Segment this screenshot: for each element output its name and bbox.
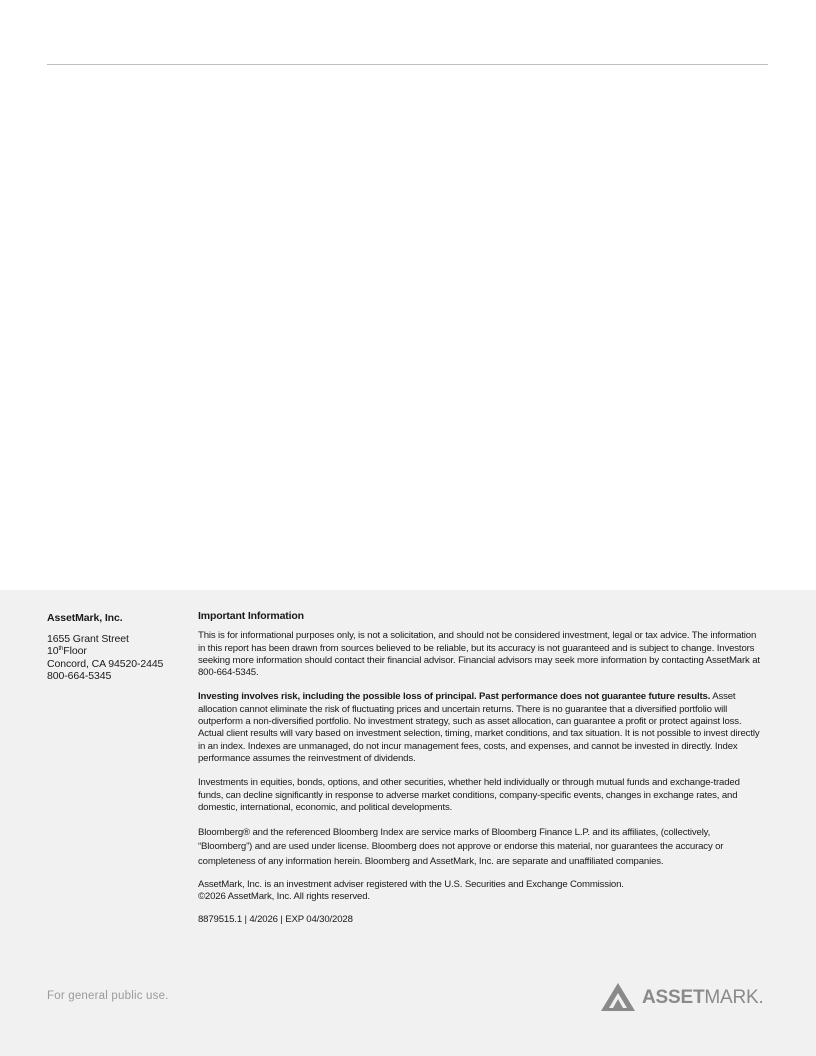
floor-line: [47, 645, 192, 658]
important-information-section: [198, 610, 763, 939]
disclaimer-paragraph-purpose: This is for informational purposes only, is not a solicitation, and should not be considered investment, legal or tax advice. The information in this report has been drawn from sources believed to be reliable, but its accuracy is not guaranteed and is subject to change. Investors seeking more information should contact their financial advisor. Financial advisors may seek more information by contacting AssetMark at 800-664-5345.: [198, 630, 760, 679]
disclaimer-paragraph-risk: [198, 691, 763, 765]
wordmark-dot: .: [758, 986, 764, 1008]
document-code: 8879515.1 | 4/2026 | EXP 04/30/2028: [198, 914, 353, 926]
risk-bold-statement: Investing involves risk, including the possible loss of principal. Past performance does not guarantee future results.: [198, 691, 711, 703]
street-address: 1655 Grant Street: [47, 632, 129, 645]
company-name: AssetMark, Inc.: [47, 612, 123, 624]
company-address-block: [47, 612, 192, 683]
assetmark-triangle-icon: [600, 982, 636, 1012]
city-state-zip: Concord, CA 94520-2445: [47, 657, 164, 670]
assetmark-logo: [600, 982, 764, 1012]
general-use-notice: For general public use.: [47, 990, 169, 1002]
floor-word: Floor: [63, 645, 87, 658]
floor-number: 10: [47, 645, 59, 658]
floor-suffix: th: [58, 646, 64, 653]
assetmark-wordmark: [642, 988, 764, 1007]
adviser-registration: AssetMark, Inc. is an investment adviser registered with the U.S. Securities and Exchange Commission.: [198, 878, 624, 890]
top-divider: [47, 64, 768, 65]
risk-statement-rest: Asset allocation cannot eliminate the risk of fluctuating prices and uncertain returns. There is no guarantee that a diversified portfolio will outperform a non-diversified portfolio. No investment strategy, such as asset allocation, can guarantee a profit or protect against loss. Actual client results will vary based on investment selection, timing, market conditions, and tax situation. It is not possible to invest directly in an index. Indexes are unmanaged, do not incur management fees, costs, and expenses, and cannot be invested in directly. Index performance assumes the reinvestment of dividends.: [198, 691, 760, 764]
important-information-heading: Important Information: [198, 610, 304, 622]
disclaimer-paragraph-adviser: [198, 879, 763, 904]
wordmark-asset: ASSET: [642, 986, 705, 1008]
wordmark-mark: MARK: [704, 986, 759, 1008]
disclaimer-paragraph-investments: Investments in equities, bonds, options, and other securities, whether held individually or through mutual funds and exchange-traded funds, can decline significantly in response to adverse market conditions, company-specific events, changes in exchange rates, and domestic, international, economic, and political developments.: [198, 777, 740, 813]
phone-number: 800-664-5345: [47, 670, 112, 683]
copyright-notice: ©2026 AssetMark, Inc. All rights reserved.: [198, 891, 370, 903]
disclaimer-paragraph-bloomberg: Bloomberg® and the referenced Bloomberg Index are service marks of Bloomberg Finance L.P. and its affiliates, (collectively, “Bloomberg”) and are used under license. Bloomberg does not approve or endorse this material, nor guarantees the accuracy or completeness of any information herein. Bloomberg and AssetMark, Inc. are separate and unaffiliated companies.: [198, 827, 724, 867]
